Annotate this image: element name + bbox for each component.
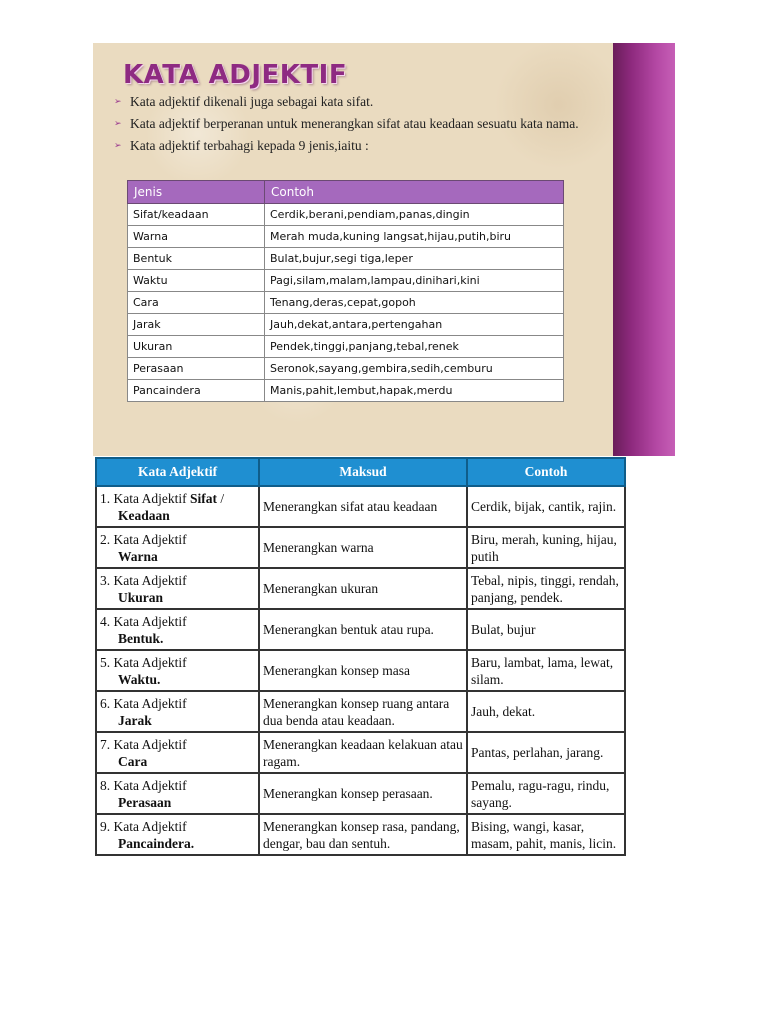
type-prefix: 7. Kata Adjektif [100, 736, 187, 752]
contoh-cell: Jauh, dekat. [467, 691, 625, 732]
type-prefix: 1. Kata Adjektif [100, 490, 187, 506]
type-name: Cara [118, 753, 148, 769]
bullet-text: Kata adjektif dikenali juga sebagai kata sifat. [130, 94, 374, 109]
maksud-cell: Menerangkan warna [259, 527, 467, 568]
contoh-cell: Cerdik,berani,pendiam,panas,dingin [265, 204, 564, 226]
contoh-cell: Bulat,bujur,segi tiga,leper [265, 248, 564, 270]
slide-table-row [128, 226, 564, 248]
type-name: Bentuk. [118, 630, 164, 646]
bullet-item [114, 115, 594, 132]
jenis-cell: Pancaindera [128, 380, 265, 402]
slide-table [127, 180, 564, 402]
jenis-cell: Warna [128, 226, 265, 248]
table-row [96, 609, 625, 650]
type-prefix: 2. Kata Adjektif [100, 531, 187, 547]
slide-table-row [128, 292, 564, 314]
adjective-type-cell [96, 650, 259, 691]
contoh-cell: Jauh,dekat,antara,pertengahan [265, 314, 564, 336]
maksud-cell: Menerangkan konsep masa [259, 650, 467, 691]
arrow-bullet-icon: ➢ [114, 118, 122, 128]
table-header-row [96, 458, 625, 486]
contoh-cell: Manis,pahit,lembut,hapak,merdu [265, 380, 564, 402]
type-prefix: 5. Kata Adjektif [100, 654, 187, 670]
maksud-cell: Menerangkan sifat atau keadaan [259, 486, 467, 527]
column-header-maksud: Maksud [259, 458, 467, 486]
jenis-cell: Cara [128, 292, 265, 314]
table-row [96, 486, 625, 527]
adjective-type-cell [96, 486, 259, 527]
contoh-cell: Merah muda,kuning langsat,hijau,putih,biru [265, 226, 564, 248]
bullet-text: Kata adjektif berperanan untuk menerangkan sifat atau keadaan sesuatu kata nama. [130, 116, 579, 131]
type-name: Keadaan [118, 507, 170, 523]
bullet-list [114, 93, 594, 159]
table-row [96, 650, 625, 691]
column-header-contoh: Contoh [467, 458, 625, 486]
slide-table-row [128, 358, 564, 380]
table-row [96, 732, 625, 773]
slide-table-row [128, 336, 564, 358]
slide-decorative-bar [613, 43, 675, 456]
type-name: Jarak [118, 712, 152, 728]
contoh-cell: Bising, wangi, kasar, masam, pahit, manis, licin. [467, 814, 625, 855]
adjective-type-cell [96, 732, 259, 773]
type-name-inline: Sifat [189, 490, 217, 506]
contoh-cell: Pantas, perlahan, jarang. [467, 732, 625, 773]
type-suffix: / [216, 490, 225, 506]
adjective-type-cell [96, 814, 259, 855]
jenis-cell: Ukuran [128, 336, 265, 358]
adjective-type-cell [96, 691, 259, 732]
maksud-cell: Menerangkan bentuk atau rupa. [259, 609, 467, 650]
adjective-type-cell [96, 568, 259, 609]
slide-table-row [128, 380, 564, 402]
slide-table-row [128, 270, 564, 292]
column-header-kata-adjektif: Kata Adjektif [96, 458, 259, 486]
contoh-cell: Cerdik, bijak, cantik, rajin. [467, 486, 625, 527]
table-row [96, 527, 625, 568]
table-row [96, 568, 625, 609]
contoh-cell: Pendek,tinggi,panjang,tebal,renek [265, 336, 564, 358]
adjective-table [95, 457, 626, 856]
type-prefix: 8. Kata Adjektif [100, 777, 187, 793]
type-name: Warna [118, 548, 158, 564]
slide-title: KATA ADJEKTIF [123, 60, 348, 90]
type-name: Waktu. [118, 671, 161, 687]
slide-table-row [128, 314, 564, 336]
jenis-cell: Bentuk [128, 248, 265, 270]
slide-table-row [128, 248, 564, 270]
table-row [96, 814, 625, 855]
adjective-type-cell [96, 773, 259, 814]
jenis-cell: Sifat/keadaan [128, 204, 265, 226]
maksud-cell: Menerangkan keadaan kelakuan atau ragam. [259, 732, 467, 773]
contoh-cell: Biru, merah, kuning, hijau, putih [467, 527, 625, 568]
type-name: Ukuran [118, 589, 164, 605]
arrow-bullet-icon: ➢ [114, 140, 122, 150]
maksud-cell: Menerangkan konsep perasaan. [259, 773, 467, 814]
slide-image [93, 43, 675, 456]
maksud-cell: Menerangkan konsep ruang antara dua benda atau keadaan. [259, 691, 467, 732]
slide-table-row [128, 204, 564, 226]
contoh-cell: Tenang,deras,cepat,gopoh [265, 292, 564, 314]
adjective-type-cell [96, 527, 259, 568]
jenis-cell: Jarak [128, 314, 265, 336]
bullet-item [114, 93, 594, 110]
type-prefix: 4. Kata Adjektif [100, 613, 187, 629]
maksud-cell: Menerangkan konsep rasa, pandang, dengar, bau dan sentuh. [259, 814, 467, 855]
table-row [96, 691, 625, 732]
type-prefix: 3. Kata Adjektif [100, 572, 187, 588]
bullet-item [114, 137, 594, 154]
bullet-text: Kata adjektif terbahagi kepada 9 jenis,iaitu : [130, 138, 369, 153]
maksud-cell: Menerangkan ukuran [259, 568, 467, 609]
type-prefix: 9. Kata Adjektif [100, 818, 187, 834]
column-header-contoh: Contoh [265, 181, 564, 204]
arrow-bullet-icon: ➢ [114, 96, 122, 106]
type-name: Pancaindera. [118, 835, 195, 851]
type-name: Perasaan [118, 794, 172, 810]
jenis-cell: Perasaan [128, 358, 265, 380]
contoh-cell: Seronok,sayang,gembira,sedih,cemburu [265, 358, 564, 380]
column-header-jenis: Jenis [128, 181, 265, 204]
slide-table-header [128, 181, 564, 204]
contoh-cell: Tebal, nipis, tinggi, rendah, panjang, pendek. [467, 568, 625, 609]
type-prefix: 6. Kata Adjektif [100, 695, 187, 711]
adjective-type-cell [96, 609, 259, 650]
contoh-cell: Baru, lambat, lama, lewat, silam. [467, 650, 625, 691]
contoh-cell: Pagi,silam,malam,lampau,dinihari,kini [265, 270, 564, 292]
jenis-cell: Waktu [128, 270, 265, 292]
contoh-cell: Pemalu, ragu-ragu, rindu, sayang. [467, 773, 625, 814]
table-row [96, 773, 625, 814]
contoh-cell: Bulat, bujur [467, 609, 625, 650]
